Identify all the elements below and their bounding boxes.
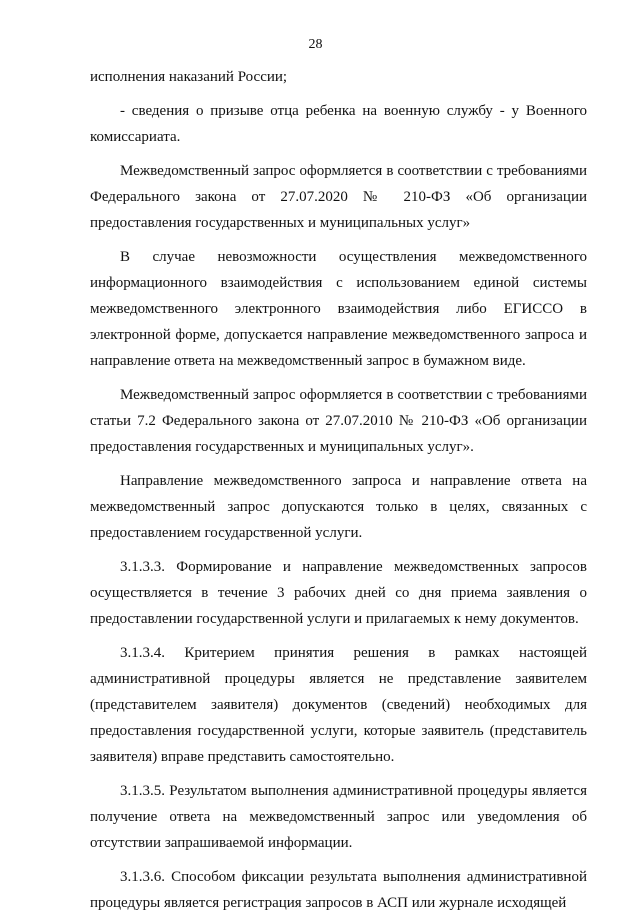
paragraph-7: 3.1.3.3. Формирование и направление межведомственных запросов осуществляется в течение 3 рабочих дней со дня приема заявления о предоставлении государственной услуги и прилагаемых к нему документов. (90, 559, 587, 627)
paragraph-9: 3.1.3.5. Результатом выполнения административной процедуры является получение ответа на межведомственный запрос или уведомления об отсутствии запрашиваемой информации. (90, 783, 587, 851)
paragraph-6: Направление межведомственного запроса и направление ответа на межведомственный запрос допускаются только в целях, связанных с предоставлением государственной услуги. (90, 473, 587, 541)
paragraph-10: 3.1.3.6. Способом фиксации результата выполнения административной процедуры является регистрация запросов в АСП или журнале исходящей (90, 869, 587, 911)
paragraph-5: Межведомственный запрос оформляется в соответствии с требованиями статьи 7.2 Федерального закона от 27.07.2010 № 210-ФЗ «Об организации предоставления государственных и муниципальных услуг». (90, 387, 587, 455)
paragraph-2: - сведения о призыве отца ребенка на военную службу - у Военного комиссариата. (90, 103, 587, 145)
paragraph-4: В случае невозможности осуществления межведомственного информационного взаимодействия с использованием единой системы межведомственного электронного взаимодействия либо ЕГИССО в электронной форме, допускается направление межведомственного запроса и направление ответа на межведомственный запрос в бумажном виде. (90, 249, 587, 369)
document-body (90, 64, 587, 916)
page-number: 28 (308, 37, 323, 52)
paragraph-8: 3.1.3.4. Критерием принятия решения в рамках настоящей административной процедуры является не представление заявителем (представителем заявителя) документов (сведений) необходимых для предоставления государственной услуги, которые заявитель (представитель заявителя) вправе представить самостоятельно. (90, 645, 587, 765)
paragraph-1: исполнения наказаний России; (90, 69, 288, 85)
paragraph-3: Межведомственный запрос оформляется в соответствии с требованиями Федерального закона от 27.07.2020 № 210-ФЗ «Об организации предоставления государственных и муниципальных услуг» (90, 163, 587, 231)
